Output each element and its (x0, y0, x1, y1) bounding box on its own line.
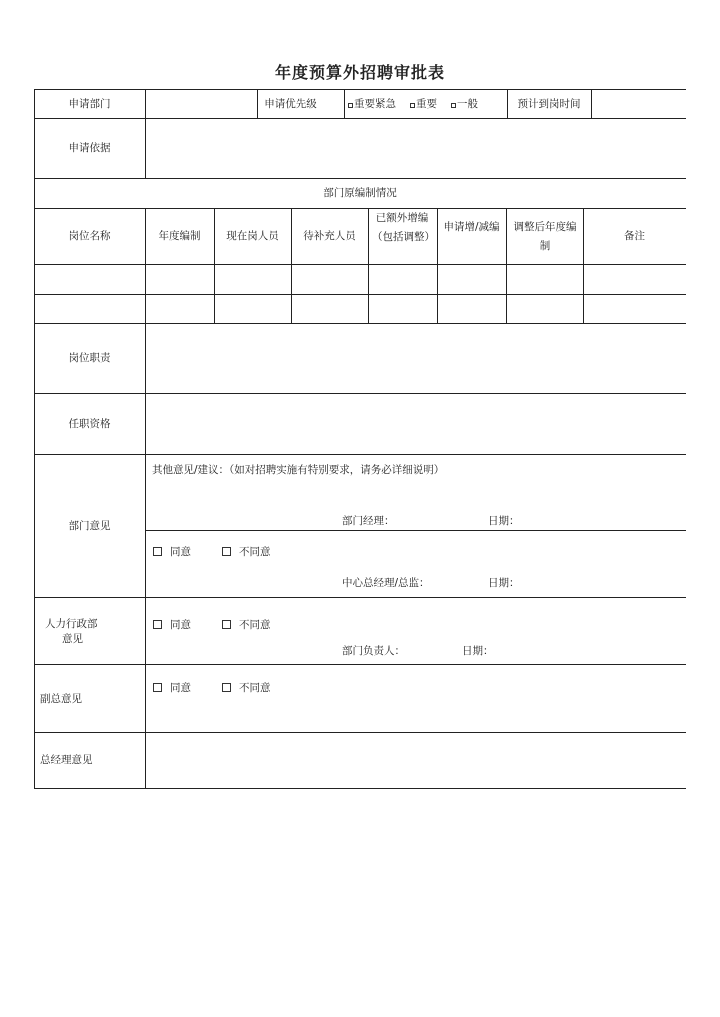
priority-label: 申请优先级 (264, 98, 317, 110)
checkbox-icon (153, 547, 162, 556)
col-header-extra-added: 已额外增编（包括调整） (372, 212, 435, 243)
qualification-label: 任职资格 (68, 418, 111, 430)
row-divider (34, 178, 686, 179)
row-divider (145, 530, 686, 531)
vp-disagree-option[interactable]: 不同意 (222, 681, 271, 695)
col-divider (368, 208, 369, 323)
col-divider (344, 89, 345, 118)
col-header-adjusted-quota: 调整后年度编制 (513, 221, 577, 252)
duties-label: 岗位职责 (68, 352, 111, 364)
duties-input[interactable] (146, 324, 686, 393)
hr-disagree-option[interactable]: 不同意 (222, 618, 271, 632)
dept-disagree-option[interactable]: 不同意 (222, 545, 271, 559)
col-divider (506, 208, 507, 323)
hr-head-label: 部门负责人： (342, 645, 405, 657)
col-header-to-fill: 待补充人员 (303, 230, 356, 242)
row-divider (34, 264, 686, 265)
col-divider (291, 208, 292, 323)
row-divider (34, 294, 686, 295)
priority-option-important[interactable]: 重要 (410, 97, 437, 111)
priority-option-normal[interactable]: 一般 (451, 97, 478, 111)
qualification-input[interactable] (146, 394, 686, 454)
col-header-remarks: 备注 (624, 230, 645, 242)
vp-agree-option[interactable]: 同意 (153, 681, 191, 695)
checkbox-icon (451, 103, 456, 108)
hr-agree-option[interactable]: 同意 (153, 618, 191, 632)
priority-option-urgent[interactable]: 重要紧急 (348, 97, 396, 111)
col-divider (437, 208, 438, 323)
director-label: 中心总经理/总监： (342, 577, 430, 589)
row-divider (34, 454, 686, 455)
dept-date-label: 日期： (488, 515, 520, 527)
checkbox-icon (410, 103, 415, 108)
checkbox-icon (222, 620, 231, 629)
basis-label: 申请依据 (68, 142, 111, 154)
row-divider (34, 664, 686, 665)
hr-opinion-label-line1: 人力行政部 (45, 618, 98, 630)
gm-opinion-input[interactable] (146, 733, 686, 788)
dept-agree-option[interactable]: 同意 (153, 545, 191, 559)
col-divider (214, 208, 215, 323)
row-divider (34, 208, 686, 209)
dept-opinion-label: 部门意见 (68, 520, 111, 532)
col-header-position: 岗位名称 (68, 230, 111, 242)
dept-opinion-note: 其他意见/建议：（如对招聘实施有特别要求，请务必详细说明） (152, 464, 445, 476)
form-title: 年度预算外招聘审批表 (274, 63, 445, 82)
checkbox-icon (348, 103, 353, 108)
dept-input[interactable] (146, 90, 256, 118)
row-divider (34, 597, 686, 598)
vp-opinion-label: 副总意见 (40, 693, 82, 705)
dept-label: 申请部门 (68, 98, 111, 110)
col-divider (145, 208, 146, 788)
col-header-request-change: 申请增/减编 (443, 221, 500, 233)
checkbox-icon (222, 547, 231, 556)
hr-opinion-label-line2: 意见 (62, 633, 83, 645)
onboard-time-input[interactable] (592, 90, 686, 118)
hr-date-label: 日期： (462, 645, 494, 657)
director-date-label: 日期： (488, 577, 520, 589)
staffing-section-title: 部门原编制情况 (323, 187, 397, 199)
checkbox-icon (153, 683, 162, 692)
dept-manager-label: 部门经理： (342, 515, 395, 527)
gm-opinion-label: 总经理意见 (40, 754, 93, 766)
basis-input[interactable] (146, 119, 686, 178)
onboard-time-label: 预计到岗时间 (517, 98, 581, 110)
checkbox-icon (153, 620, 162, 629)
col-divider (583, 208, 584, 323)
checkbox-icon (222, 683, 231, 692)
col-header-current-staff: 现在岗人员 (226, 230, 279, 242)
col-header-annual-quota: 年度编制 (158, 230, 201, 242)
